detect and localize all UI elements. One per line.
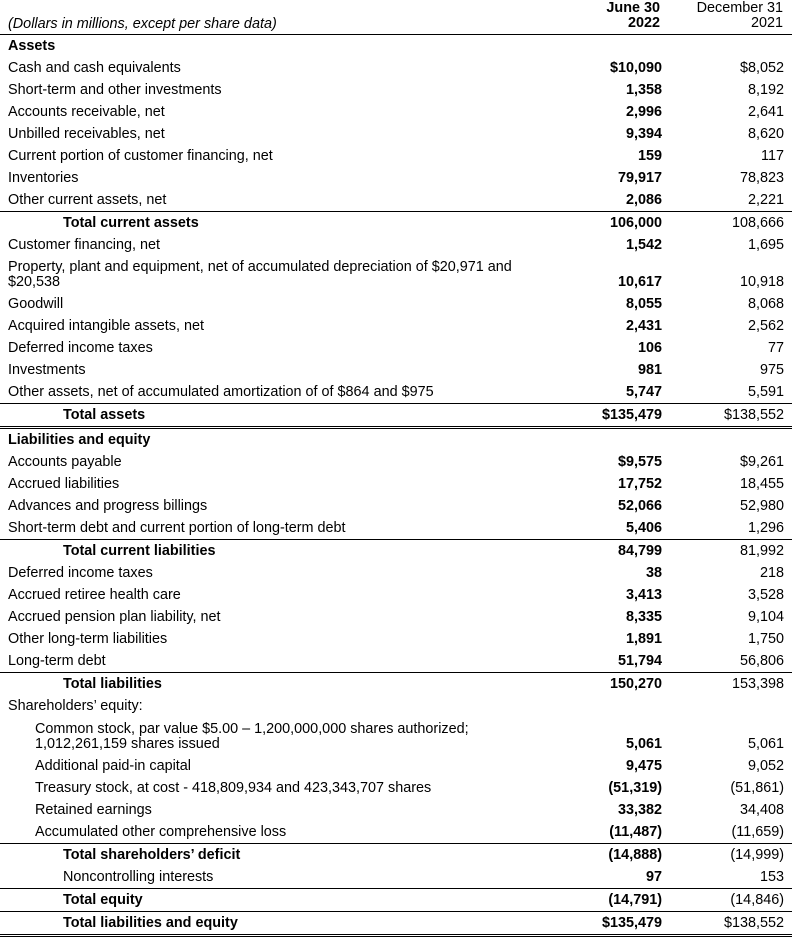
table-row [0,404,792,429]
value-june-2022: 8,335 [625,609,662,625]
table-row [0,562,792,584]
value-june-2022: 17,752 [617,476,662,492]
value-december-2021: (14,846) [730,892,784,908]
value-june-2022: 5,406 [625,520,662,536]
row-label: Other long-term liabilities [8,631,168,647]
value-december-2021: 52,980 [739,498,784,514]
value-december-2021: 34,408 [739,802,784,818]
value-december-2021: (14,999) [730,847,784,863]
table-row [0,359,792,381]
value-june-2022: 159 [637,148,662,164]
table-row [0,866,792,889]
value-june-2022: 97 [645,869,662,885]
table-row [0,167,792,189]
row-label: Deferred income taxes [8,340,153,356]
row-label: Short-term and other investments [8,82,222,98]
row-label: Accounts payable [8,454,122,470]
value-june-2022: 52,066 [617,498,662,514]
value-june-2022: 10,617 [617,274,662,290]
value-december-2021: 18,455 [739,476,784,492]
column-header-line: 2021 [750,15,783,31]
value-december-2021: 10,918 [739,274,784,290]
value-december-2021: $8,052 [739,60,784,76]
column-header-june-2022 [570,1,660,31]
row-label: Noncontrolling interests [63,869,214,885]
table-row [0,889,792,912]
row-label: Deferred income taxes [8,565,153,581]
value-june-2022: 1,358 [625,82,662,98]
value-june-2022: (51,319) [608,780,662,796]
row-label: Shareholders’ equity: [8,698,143,714]
value-december-2021: 3,528 [747,587,784,603]
table-row [0,189,792,212]
value-december-2021: 77 [767,340,784,356]
value-june-2022: 981 [637,362,662,378]
table-row [0,912,792,937]
row-label: Investments [8,362,86,378]
row-label: Current portion of customer financing, net [8,148,273,164]
row-label: Other assets, net of accumulated amortization of of $864 and $975 [8,384,434,400]
table-row [0,429,792,451]
table-row [0,821,792,844]
row-label: Accrued liabilities [8,476,120,492]
row-label: Retained earnings [35,802,152,818]
table-row [0,777,792,799]
column-header-line: December 31 [696,0,783,16]
table-row [0,495,792,517]
row-label: Accrued pension plan liability, net [8,609,221,625]
value-december-2021: 8,068 [747,296,784,312]
value-december-2021: 9,052 [747,758,784,774]
value-june-2022: 1,891 [625,631,662,647]
value-december-2021: 2,562 [747,318,784,334]
table-row [0,517,792,540]
value-december-2021: 2,641 [747,104,784,120]
table-row [0,35,792,57]
column-header-line: 2022 [627,15,660,31]
table-row [0,717,792,755]
row-label: Treasury stock, at cost - 418,809,934 and 423,343,707 shares [35,780,432,796]
row-label: Unbilled receivables, net [8,126,165,142]
value-june-2022: (11,487) [609,824,662,840]
row-label: Total assets [63,407,146,423]
value-june-2022: 9,475 [625,758,662,774]
table-row [0,673,792,695]
row-label: Accumulated other comprehensive loss [35,824,287,840]
table-row [0,57,792,79]
table-row [0,315,792,337]
value-december-2021: 153,398 [731,676,784,692]
table-row [0,234,792,256]
row-label: Customer financing, net [8,237,160,253]
value-june-2022: 5,061 [625,736,662,752]
table-row [0,145,792,167]
value-june-2022: 79,917 [617,170,662,186]
value-december-2021: 117 [761,148,784,164]
value-june-2022: 9,394 [625,126,662,142]
table-row [0,650,792,673]
value-june-2022: 5,747 [625,384,662,400]
column-header-line: June 30 [606,0,660,16]
value-december-2021: 975 [759,362,784,378]
row-label: Accrued retiree health care [8,587,181,603]
value-december-2021: 1,750 [747,631,784,647]
table-row [0,628,792,650]
table-row [0,79,792,101]
table-row [0,256,792,293]
row-label: Advances and progress billings [8,498,208,514]
value-june-2022: 84,799 [617,543,662,559]
table-row [0,212,792,234]
value-december-2021: 56,806 [739,653,784,669]
table-row [0,584,792,606]
table-row [0,755,792,777]
table-header [0,0,792,34]
value-june-2022: 3,413 [625,587,662,603]
value-june-2022: 33,382 [617,802,662,818]
row-label: Assets [8,38,56,54]
row-label: Acquired intangible assets, net [8,318,204,334]
table-row [0,101,792,123]
value-december-2021: 9,104 [747,609,784,625]
value-june-2022: $135,479 [601,915,662,931]
row-label: Goodwill [8,296,64,312]
value-december-2021: 1,296 [747,520,784,536]
value-december-2021: 2,221 [747,192,784,208]
table-row [0,293,792,315]
table-row [0,844,792,866]
table-row [0,606,792,628]
value-june-2022: 150,270 [609,676,662,692]
row-label: Total current liabilities [63,543,216,559]
value-december-2021: 5,061 [747,736,784,752]
table-row [0,381,792,404]
row-label: Property, plant and equipment, net of accumulated depreciation of $20,971 and $20,538 [8,259,512,290]
value-june-2022: 106,000 [609,215,662,231]
value-december-2021: (11,659) [731,824,784,840]
row-label: Accounts receivable, net [8,104,165,120]
row-label: Inventories [8,170,79,186]
table-row [0,337,792,359]
value-june-2022: 2,996 [625,104,662,120]
value-june-2022: 51,794 [617,653,662,669]
value-june-2022: 1,542 [625,237,662,253]
row-label: Total equity [63,892,143,908]
table-row [0,540,792,562]
row-label: Total liabilities and equity [63,915,238,931]
row-label: Common stock, par value $5.00 – 1,200,000,000 shares authorized; 1,012,261,159 shares issued [35,721,469,752]
table-row [0,123,792,145]
value-june-2022: 106 [637,340,662,356]
row-label: Other current assets, net [8,192,167,208]
value-december-2021: 81,992 [739,543,784,559]
table-row [0,451,792,473]
value-june-2022: 38 [645,565,662,581]
row-label: Total current assets [63,215,199,231]
value-december-2021: $9,261 [739,454,784,470]
balance-sheet-table [0,35,792,937]
value-june-2022: (14,888) [608,847,662,863]
value-december-2021: 5,591 [747,384,784,400]
row-label: Cash and cash equivalents [8,60,181,76]
value-december-2021: $138,552 [723,915,784,931]
row-label: Long-term debt [8,653,106,669]
table-row [0,473,792,495]
table-row [0,695,792,717]
row-label: Additional paid-in capital [35,758,191,774]
value-june-2022: 8,055 [625,296,662,312]
value-june-2022: $10,090 [609,60,662,76]
row-label: Total shareholders’ deficit [63,847,241,863]
value-december-2021: 8,620 [747,126,784,142]
value-june-2022: (14,791) [608,892,662,908]
value-june-2022: 2,086 [625,192,662,208]
value-december-2021: (51,861) [730,780,784,796]
value-june-2022: $135,479 [601,407,662,423]
value-june-2022: 2,431 [625,318,662,334]
column-header-december-2021 [670,1,783,31]
value-december-2021: 78,823 [739,170,784,186]
value-december-2021: 8,192 [747,82,784,98]
units-note: (Dollars in millions, except per share data) [8,16,277,32]
row-label: Total liabilities [63,676,162,692]
value-december-2021: 1,695 [747,237,784,253]
value-december-2021: 108,666 [731,215,784,231]
value-december-2021: 153 [759,869,784,885]
row-label: Liabilities and equity [8,432,151,448]
table-row [0,799,792,821]
row-label: Short-term debt and current portion of long-term debt [8,520,346,536]
value-june-2022: $9,575 [617,454,662,470]
value-december-2021: $138,552 [723,407,784,423]
value-december-2021: 218 [759,565,784,581]
